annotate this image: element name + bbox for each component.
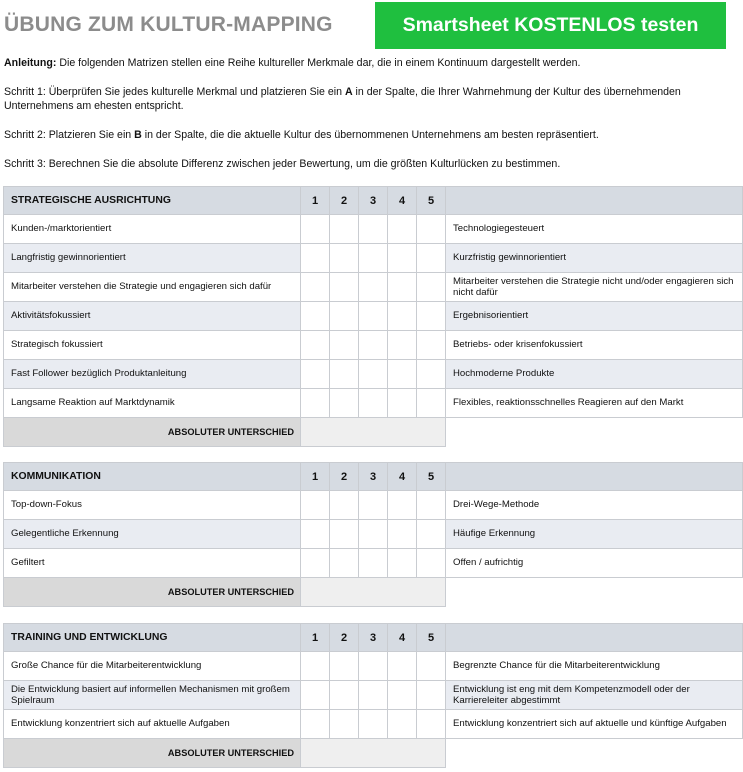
table-row: [4, 520, 743, 549]
rating-cell-2[interactable]: [330, 360, 359, 389]
difference-row: [4, 739, 743, 768]
matrix-table-1: [3, 186, 743, 447]
difference-label: ABSOLUTER UNTERSCHIED: [4, 578, 301, 607]
rating-cell-4[interactable]: [388, 244, 417, 273]
trait-right: Begrenzte Chance für die Mitarbeiterentwicklung: [446, 652, 743, 681]
difference-row: [4, 578, 743, 607]
difference-value[interactable]: [301, 739, 446, 768]
trait-left: Mitarbeiter verstehen die Strategie und engagieren sich dafür: [4, 273, 301, 302]
table-row: [4, 360, 743, 389]
rating-cell-3[interactable]: [359, 244, 388, 273]
rating-cell-3[interactable]: [359, 360, 388, 389]
trait-right: Hochmoderne Produkte: [446, 360, 743, 389]
difference-spacer: [446, 578, 743, 607]
rating-cell-5[interactable]: [417, 681, 446, 710]
trait-left: Aktivitätsfokussiert: [4, 302, 301, 331]
rating-cell-4[interactable]: [388, 491, 417, 520]
scale-header-3: 3: [359, 187, 388, 215]
rating-cell-3[interactable]: [359, 273, 388, 302]
rating-cell-4[interactable]: [388, 652, 417, 681]
section-header-spacer: [446, 624, 743, 652]
rating-cell-1[interactable]: [301, 491, 330, 520]
rating-cell-2[interactable]: [330, 244, 359, 273]
section-title: KOMMUNIKATION: [4, 463, 301, 491]
matrix-table-2: [3, 462, 743, 607]
rating-cell-4[interactable]: [388, 710, 417, 739]
instructions-step1: [4, 85, 734, 113]
rating-cell-2[interactable]: [330, 520, 359, 549]
step1-text-b: in der Spalte, die Ihrer Wahrnehmung der Kultur des übernehmenden Unternehmens am ehesten entspricht.: [4, 86, 681, 112]
trait-left: Strategisch fokussiert: [4, 331, 301, 360]
rating-cell-2[interactable]: [330, 389, 359, 418]
section-title: STRATEGISCHE AUSRICHTUNG: [4, 187, 301, 215]
rating-cell-3[interactable]: [359, 681, 388, 710]
rating-cell-5[interactable]: [417, 273, 446, 302]
scale-header-3: 3: [359, 624, 388, 652]
table-row: [4, 331, 743, 360]
rating-cell-5[interactable]: [417, 652, 446, 681]
table-row: [4, 302, 743, 331]
step2-text-b: in der Spalte, die die aktuelle Kultur des übernommenen Unternehmens am besten repräsentiert.: [141, 129, 599, 141]
scale-header-1: 1: [301, 187, 330, 215]
rating-cell-1[interactable]: [301, 710, 330, 739]
trait-left: Top-down-Fokus: [4, 491, 301, 520]
rating-cell-2[interactable]: [330, 331, 359, 360]
rating-cell-5[interactable]: [417, 389, 446, 418]
rating-cell-5[interactable]: [417, 331, 446, 360]
section-header-row: [4, 624, 743, 652]
rating-cell-1[interactable]: [301, 389, 330, 418]
rating-cell-2[interactable]: [330, 681, 359, 710]
page-title: ÜBUNG ZUM KULTUR-MAPPING: [4, 13, 333, 36]
rating-cell-4[interactable]: [388, 520, 417, 549]
scale-header-4: 4: [388, 463, 417, 491]
rating-cell-1[interactable]: [301, 302, 330, 331]
rating-cell-3[interactable]: [359, 302, 388, 331]
scale-header-2: 2: [330, 624, 359, 652]
trait-left: Langfristig gewinnorientiert: [4, 244, 301, 273]
section-header-spacer: [446, 463, 743, 491]
rating-cell-3[interactable]: [359, 331, 388, 360]
trait-left: Gefiltert: [4, 549, 301, 578]
rating-cell-1[interactable]: [301, 215, 330, 244]
trait-right: Kurzfristig gewinnorientiert: [446, 244, 743, 273]
difference-value[interactable]: [301, 578, 446, 607]
trait-right: Entwicklung ist eng mit dem Kompetenzmodell oder der Karriereleiter abgestimmt: [446, 681, 743, 710]
table-row: [4, 710, 743, 739]
scale-header-1: 1: [301, 624, 330, 652]
scale-header-5: 5: [417, 624, 446, 652]
difference-label: ABSOLUTER UNTERSCHIED: [4, 739, 301, 768]
difference-spacer: [446, 739, 743, 768]
scale-header-4: 4: [388, 187, 417, 215]
rating-cell-4[interactable]: [388, 302, 417, 331]
scale-header-5: 5: [417, 187, 446, 215]
trait-right: Drei-Wege-Methode: [446, 491, 743, 520]
table-row: [4, 549, 743, 578]
rating-cell-5[interactable]: [417, 520, 446, 549]
scale-header-1: 1: [301, 463, 330, 491]
rating-cell-4[interactable]: [388, 389, 417, 418]
rating-cell-2[interactable]: [330, 302, 359, 331]
trait-right: Häufige Erkennung: [446, 520, 743, 549]
rating-cell-1[interactable]: [301, 360, 330, 389]
scale-header-5: 5: [417, 463, 446, 491]
rating-cell-3[interactable]: [359, 389, 388, 418]
rating-cell-5[interactable]: [417, 215, 446, 244]
rating-cell-3[interactable]: [359, 491, 388, 520]
rating-cell-4[interactable]: [388, 549, 417, 578]
rating-cell-2[interactable]: [330, 652, 359, 681]
scale-header-3: 3: [359, 463, 388, 491]
section-header-spacer: [446, 187, 743, 215]
step2-letter: B: [134, 129, 142, 141]
trait-right: Offen / aufrichtig: [446, 549, 743, 578]
table-row: [4, 244, 743, 273]
rating-cell-5[interactable]: [417, 302, 446, 331]
instructions-intro: [4, 56, 734, 70]
trait-right: Technologiegesteuert: [446, 215, 743, 244]
rating-cell-4[interactable]: [388, 681, 417, 710]
step1-text-a: Schritt 1: Überprüfen Sie jedes kulturelle Merkmal und platzieren Sie ein: [4, 86, 345, 98]
rating-cell-2[interactable]: [330, 549, 359, 578]
trait-left: Die Entwicklung basiert auf informellen Mechanismen mit großem Spielraum: [4, 681, 301, 710]
rating-cell-3[interactable]: [359, 520, 388, 549]
table-row: [4, 215, 743, 244]
rating-cell-1[interactable]: [301, 331, 330, 360]
trait-right: Flexibles, reaktionsschnelles Reagieren auf den Markt: [446, 389, 743, 418]
rating-cell-5[interactable]: [417, 549, 446, 578]
rating-cell-2[interactable]: [330, 215, 359, 244]
scale-header-4: 4: [388, 624, 417, 652]
rating-cell-1[interactable]: [301, 520, 330, 549]
scale-header-2: 2: [330, 463, 359, 491]
rating-cell-1[interactable]: [301, 273, 330, 302]
rating-cell-5[interactable]: [417, 491, 446, 520]
table-row: [4, 652, 743, 681]
instructions-step3: Schritt 3: Berechnen Sie die absolute Differenz zwischen jeder Bewertung, um die größten Kulturlücken zu bestimmen.: [4, 158, 561, 170]
intro-text: Die folgenden Matrizen stellen eine Reihe kultureller Merkmale dar, die in einem Kontinuum dargestellt werden.: [56, 57, 581, 69]
rating-cell-3[interactable]: [359, 652, 388, 681]
section-header-row: [4, 187, 743, 215]
trait-right: Ergebnisorientiert: [446, 302, 743, 331]
instructions-step2: [4, 128, 734, 142]
rating-cell-2[interactable]: [330, 491, 359, 520]
rating-cell-4[interactable]: [388, 360, 417, 389]
section-header-row: [4, 463, 743, 491]
rating-cell-3[interactable]: [359, 549, 388, 578]
section-title: TRAINING UND ENTWICKLUNG: [4, 624, 301, 652]
rating-cell-4[interactable]: [388, 273, 417, 302]
difference-spacer: [446, 418, 743, 447]
table-row: [4, 273, 743, 302]
rating-cell-5[interactable]: [417, 710, 446, 739]
try-smartsheet-button[interactable]: Smartsheet KOSTENLOS testen: [375, 2, 726, 49]
trait-left: Kunden-/marktorientiert: [4, 215, 301, 244]
trait-right: Mitarbeiter verstehen die Strategie nicht und/oder engagieren sich nicht dafür: [446, 273, 743, 302]
rating-cell-2[interactable]: [330, 710, 359, 739]
matrix-table-3: [3, 623, 743, 768]
step2-text-a: Schritt 2: Platzieren Sie ein: [4, 129, 135, 141]
rating-cell-2[interactable]: [330, 273, 359, 302]
trait-right: Betriebs- oder krisenfokussiert: [446, 331, 743, 360]
trait-left: Fast Follower bezüglich Produktanleitung: [4, 360, 301, 389]
rating-cell-3[interactable]: [359, 710, 388, 739]
scale-header-2: 2: [330, 187, 359, 215]
rating-cell-3[interactable]: [359, 215, 388, 244]
rating-cell-4[interactable]: [388, 331, 417, 360]
difference-row: [4, 418, 743, 447]
rating-cell-5[interactable]: [417, 244, 446, 273]
step1-letter: A: [344, 86, 353, 98]
trait-left: Gelegentliche Erkennung: [4, 520, 301, 549]
rating-cell-1[interactable]: [301, 549, 330, 578]
trait-left: Langsame Reaktion auf Marktdynamik: [4, 389, 301, 418]
rating-cell-1[interactable]: [301, 652, 330, 681]
rating-cell-1[interactable]: [301, 681, 330, 710]
rating-cell-1[interactable]: [301, 244, 330, 273]
table-row: [4, 389, 743, 418]
table-row: [4, 681, 743, 710]
rating-cell-5[interactable]: [417, 360, 446, 389]
trait-left: Entwicklung konzentriert sich auf aktuelle Aufgaben: [4, 710, 301, 739]
difference-label: ABSOLUTER UNTERSCHIED: [4, 418, 301, 447]
table-row: [4, 491, 743, 520]
intro-label: Anleitung:: [4, 57, 57, 69]
difference-value[interactable]: [301, 418, 446, 447]
trait-right: Entwicklung konzentriert sich auf aktuelle und künftige Aufgaben: [446, 710, 743, 739]
trait-left: Große Chance für die Mitarbeiterentwicklung: [4, 652, 301, 681]
rating-cell-4[interactable]: [388, 215, 417, 244]
